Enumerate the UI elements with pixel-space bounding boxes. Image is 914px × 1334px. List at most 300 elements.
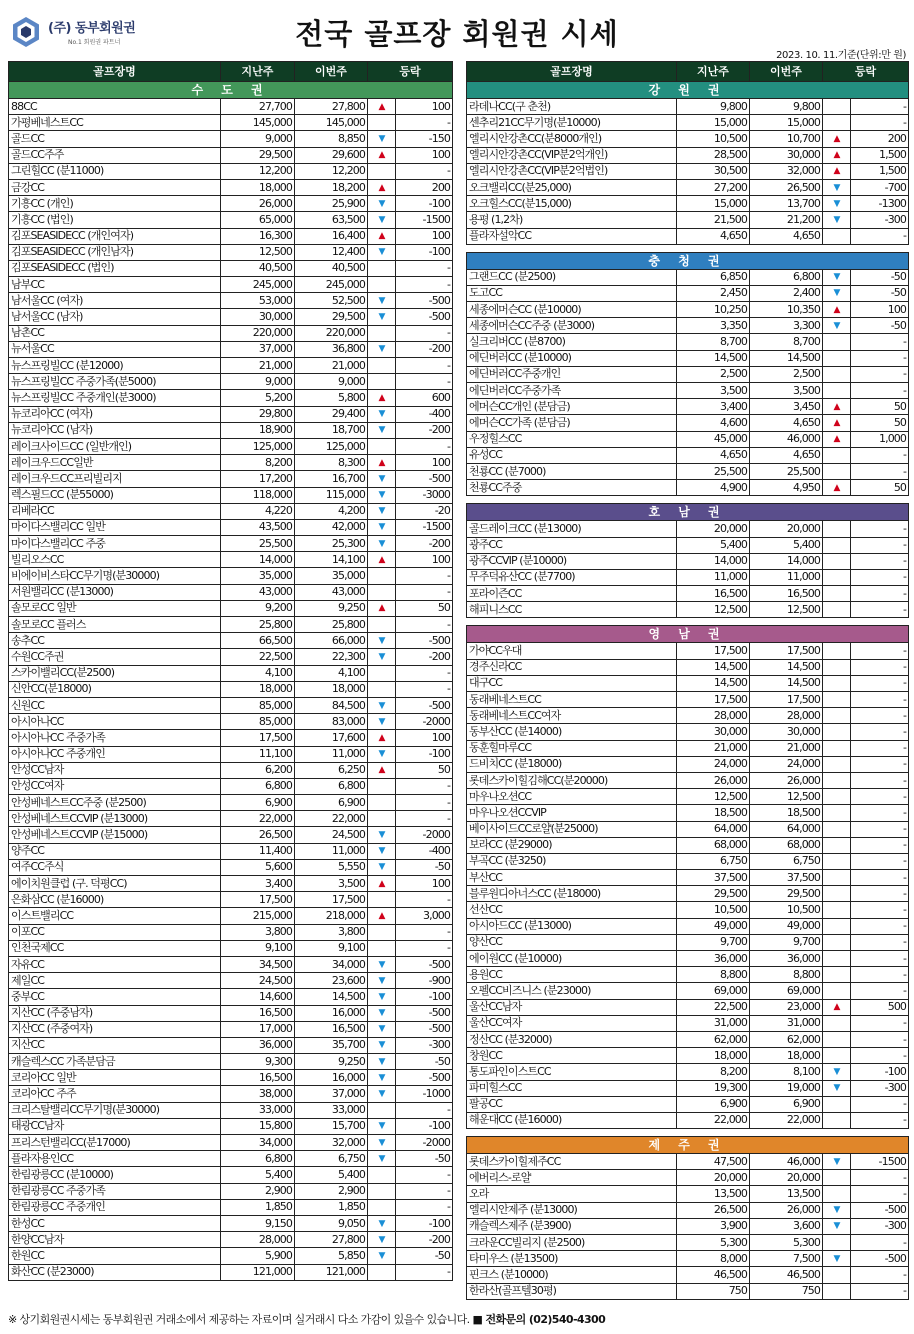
trend-down-icon: ▼ xyxy=(833,1205,840,1216)
table-row[interactable] xyxy=(9,924,453,940)
table-row[interactable] xyxy=(9,244,453,260)
table-row[interactable] xyxy=(467,569,909,585)
club-name: 골드레이크CC (분13000) xyxy=(467,521,677,537)
last-week-price: 18,000 xyxy=(221,179,295,195)
table-row[interactable] xyxy=(9,471,453,487)
last-week-price: 20,000 xyxy=(677,521,750,537)
trend-cell xyxy=(823,212,851,228)
table-row[interactable] xyxy=(9,1167,453,1183)
trend-down-icon: ▼ xyxy=(833,1066,840,1077)
table-row[interactable] xyxy=(467,179,909,195)
club-name: 신원CC xyxy=(9,697,221,713)
club-name: 광주CCVIP (분10000) xyxy=(467,553,677,569)
last-week-price: 25,800 xyxy=(221,617,295,633)
trend-down-icon: ▼ xyxy=(833,1083,840,1094)
price-change: -500 xyxy=(396,1005,453,1021)
price-change: - xyxy=(396,1183,453,1199)
price-change: - xyxy=(851,383,909,399)
price-change: -2000 xyxy=(396,827,453,843)
price-change: - xyxy=(851,1048,909,1064)
trend-up-icon: ▲ xyxy=(378,878,385,889)
table-row[interactable] xyxy=(467,740,909,756)
table-row[interactable] xyxy=(9,179,453,195)
price-change: -1500 xyxy=(396,212,453,228)
table-row[interactable] xyxy=(9,1232,453,1248)
table-row[interactable] xyxy=(9,1102,453,1118)
this-week-price: 2,900 xyxy=(295,1183,368,1199)
table-row[interactable] xyxy=(467,586,909,602)
table-row[interactable] xyxy=(467,399,909,415)
table-row[interactable] xyxy=(467,1048,909,1064)
trend-up-icon: ▲ xyxy=(833,417,840,428)
table-row[interactable] xyxy=(9,1005,453,1021)
table-row[interactable] xyxy=(467,853,909,869)
trend-cell xyxy=(368,277,396,293)
table-row[interactable] xyxy=(9,196,453,212)
table-row[interactable] xyxy=(9,277,453,293)
table-row[interactable] xyxy=(9,892,453,908)
last-week-price: 31,000 xyxy=(677,1015,750,1031)
this-week-price: 3,500 xyxy=(750,383,823,399)
table-row[interactable] xyxy=(467,918,909,934)
price-change: - xyxy=(851,740,909,756)
club-name: 비에이비스타CC무기명(분30000) xyxy=(9,568,221,584)
this-week-price: 16,500 xyxy=(750,586,823,602)
price-change: - xyxy=(851,805,909,821)
this-week-price: 10,350 xyxy=(750,302,823,318)
table-row[interactable] xyxy=(467,659,909,675)
table-row[interactable] xyxy=(9,1086,453,1102)
trend-down-icon: ▼ xyxy=(378,506,385,517)
last-week-price: 14,500 xyxy=(677,350,750,366)
price-table-right xyxy=(466,61,909,1300)
trend-cell xyxy=(823,918,851,934)
price-change: - xyxy=(851,821,909,837)
this-week-price: 4,650 xyxy=(750,447,823,463)
table-row[interactable] xyxy=(9,681,453,697)
trend-cell xyxy=(823,302,851,318)
trend-cell xyxy=(368,876,396,892)
table-row[interactable] xyxy=(9,260,453,276)
table-row[interactable] xyxy=(467,415,909,431)
club-name: 남촌CC xyxy=(9,325,221,341)
table-row[interactable] xyxy=(9,115,453,131)
trend-down-icon: ▼ xyxy=(378,522,385,533)
trend-cell xyxy=(368,989,396,1005)
table-row[interactable] xyxy=(9,762,453,778)
table-row[interactable] xyxy=(9,633,453,649)
table-row[interactable] xyxy=(467,228,909,244)
table-row[interactable] xyxy=(467,934,909,950)
table-row[interactable] xyxy=(467,675,909,691)
this-week-price: 30,000 xyxy=(750,147,823,163)
table-row[interactable] xyxy=(9,358,453,374)
table-row[interactable] xyxy=(9,536,453,552)
this-week-price: 25,900 xyxy=(295,196,368,212)
price-change: - xyxy=(396,940,453,956)
table-row[interactable] xyxy=(9,1199,453,1215)
this-week-price: 6,750 xyxy=(295,1151,368,1167)
table-row[interactable] xyxy=(9,697,453,713)
this-week-price: 12,500 xyxy=(750,789,823,805)
club-name: 플라자설악CC xyxy=(467,228,677,244)
price-change: -20 xyxy=(396,503,453,519)
trend-down-icon: ▼ xyxy=(378,749,385,760)
this-week-price: 21,200 xyxy=(750,212,823,228)
trend-up-icon: ▲ xyxy=(378,101,385,112)
price-change: - xyxy=(396,163,453,179)
price-change: - xyxy=(851,870,909,886)
last-week-price: 29,500 xyxy=(221,147,295,163)
trend-up-icon: ▲ xyxy=(378,457,385,468)
table-row[interactable] xyxy=(9,617,453,633)
trend-cell xyxy=(823,1283,851,1299)
last-week-price: 4,220 xyxy=(221,503,295,519)
price-change: -500 xyxy=(851,1202,909,1218)
gap-cell xyxy=(467,1129,909,1137)
table-row[interactable] xyxy=(467,269,909,285)
last-week-price: 27,700 xyxy=(221,99,295,115)
this-week-price: 5,300 xyxy=(750,1235,823,1251)
price-change: 1,000 xyxy=(851,431,909,447)
this-week-price: 26,000 xyxy=(750,772,823,788)
table-row[interactable] xyxy=(467,447,909,463)
club-name: 여주CC주식 xyxy=(9,859,221,875)
club-name: 코리아CC 일반 xyxy=(9,1070,221,1086)
table-row[interactable] xyxy=(467,334,909,350)
table-row[interactable] xyxy=(467,951,909,967)
trend-cell xyxy=(368,859,396,875)
club-name: 오크밸리CC(분25,000) xyxy=(467,179,677,195)
last-week-price: 64,000 xyxy=(677,821,750,837)
table-row[interactable] xyxy=(467,967,909,983)
table-row[interactable] xyxy=(467,821,909,837)
table-row[interactable] xyxy=(467,1186,909,1202)
table-row[interactable] xyxy=(9,374,453,390)
table-row[interactable] xyxy=(467,285,909,301)
this-week-price: 15,000 xyxy=(750,115,823,131)
this-week-price: 3,600 xyxy=(750,1218,823,1234)
trend-cell xyxy=(823,147,851,163)
table-row[interactable] xyxy=(9,1264,453,1280)
table-row[interactable] xyxy=(467,1080,909,1096)
trend-cell xyxy=(823,99,851,115)
table-row[interactable] xyxy=(9,487,453,503)
club-name: 안성베네스트CCVIP (분13000) xyxy=(9,811,221,827)
club-name: 기흥CC (법인) xyxy=(9,212,221,228)
table-row[interactable] xyxy=(9,1135,453,1151)
table-row[interactable] xyxy=(9,989,453,1005)
price-change: - xyxy=(396,665,453,681)
table-row[interactable] xyxy=(467,163,909,179)
table-row[interactable] xyxy=(9,147,453,163)
table-row[interactable] xyxy=(9,811,453,827)
club-name: 지산CC (주중여자) xyxy=(9,1021,221,1037)
table-row[interactable] xyxy=(467,366,909,382)
table-row[interactable] xyxy=(9,827,453,843)
club-name: 태광CC남자 xyxy=(9,1118,221,1134)
table-row[interactable] xyxy=(9,99,453,115)
price-change: -1500 xyxy=(851,1154,909,1170)
trend-cell xyxy=(368,762,396,778)
table-row[interactable] xyxy=(9,1070,453,1086)
this-week-price: 33,000 xyxy=(295,1102,368,1118)
trend-cell xyxy=(368,1151,396,1167)
table-row[interactable] xyxy=(467,318,909,334)
table-row[interactable] xyxy=(467,692,909,708)
table-row[interactable] xyxy=(9,390,453,406)
table-row[interactable] xyxy=(467,1064,909,1080)
table-row[interactable] xyxy=(9,131,453,147)
this-week-price: 37,500 xyxy=(750,870,823,886)
table-row[interactable] xyxy=(9,406,453,422)
table-row[interactable] xyxy=(9,940,453,956)
this-week-price: 63,500 xyxy=(295,212,368,228)
table-row[interactable] xyxy=(9,665,453,681)
this-week-price: 52,500 xyxy=(295,293,368,309)
table-row[interactable] xyxy=(467,902,909,918)
last-week-price: 21,000 xyxy=(221,358,295,374)
table-row[interactable] xyxy=(9,956,453,972)
this-week-price: 115,000 xyxy=(295,487,368,503)
club-name: 안성베네스트CC주중 (분2500) xyxy=(9,795,221,811)
this-week-price: 14,500 xyxy=(295,989,368,1005)
table-row[interactable] xyxy=(9,746,453,762)
table-row[interactable] xyxy=(9,422,453,438)
region-header xyxy=(467,504,909,521)
club-name: 뉴스프링빌CC 주중가족(분5000) xyxy=(9,374,221,390)
trend-cell xyxy=(823,179,851,195)
trend-cell xyxy=(368,115,396,131)
table-row[interactable] xyxy=(467,521,909,537)
table-row[interactable] xyxy=(9,795,453,811)
price-change: - xyxy=(851,853,909,869)
table-row[interactable] xyxy=(9,552,453,568)
table-row[interactable] xyxy=(467,115,909,131)
last-week-price: 43,000 xyxy=(221,584,295,600)
trend-cell xyxy=(823,1218,851,1234)
table-row[interactable] xyxy=(9,1118,453,1134)
last-week-price: 22,500 xyxy=(677,999,750,1015)
last-week-price: 8,700 xyxy=(677,334,750,350)
club-name: 플라자용인CC xyxy=(9,1151,221,1167)
table-row[interactable] xyxy=(9,600,453,616)
table-row[interactable] xyxy=(467,886,909,902)
table-row[interactable] xyxy=(467,99,909,115)
club-name: 에딘버러CC (분10000) xyxy=(467,350,677,366)
trend-down-icon: ▼ xyxy=(833,182,840,193)
price-change: -50 xyxy=(396,859,453,875)
club-name: 천룡CC (분7000) xyxy=(467,463,677,479)
table-row[interactable] xyxy=(467,383,909,399)
trend-up-icon: ▲ xyxy=(833,150,840,161)
trend-cell xyxy=(823,756,851,772)
table-row[interactable] xyxy=(467,147,909,163)
table-row[interactable] xyxy=(9,325,453,341)
table-row[interactable] xyxy=(467,1267,909,1283)
price-change: -900 xyxy=(396,973,453,989)
trend-cell xyxy=(368,341,396,357)
table-row[interactable] xyxy=(467,1096,909,1112)
table-row[interactable] xyxy=(467,756,909,772)
table-row[interactable] xyxy=(9,1248,453,1264)
table-row[interactable] xyxy=(467,1235,909,1251)
table-row[interactable] xyxy=(9,908,453,924)
table-row[interactable] xyxy=(9,1054,453,1070)
trend-cell xyxy=(368,471,396,487)
club-name: 라데나CC(구 춘천) xyxy=(467,99,677,115)
price-change: - xyxy=(396,617,453,633)
last-week-price: 9,000 xyxy=(221,131,295,147)
table-row[interactable] xyxy=(467,1251,909,1267)
price-change: 1,500 xyxy=(851,147,909,163)
price-change: - xyxy=(396,438,453,454)
logo-name: (주) 동부회원권 xyxy=(48,21,136,36)
table-row[interactable] xyxy=(467,837,909,853)
table-row[interactable] xyxy=(9,973,453,989)
table-row[interactable] xyxy=(9,778,453,794)
price-change: - xyxy=(396,795,453,811)
price-change: -700 xyxy=(851,179,909,195)
last-week-price: 3,350 xyxy=(677,318,750,334)
club-name: 크리스탈밸리CC무기명(분30000) xyxy=(9,1102,221,1118)
table-row[interactable] xyxy=(9,519,453,535)
price-change: -200 xyxy=(396,422,453,438)
club-name: 한성CC xyxy=(9,1215,221,1231)
table-row[interactable] xyxy=(467,643,909,659)
this-week-price: 4,100 xyxy=(295,665,368,681)
table-row[interactable] xyxy=(467,537,909,553)
this-week-price: 42,000 xyxy=(295,519,368,535)
table-row[interactable] xyxy=(9,228,453,244)
price-change: - xyxy=(396,260,453,276)
table-row[interactable] xyxy=(9,438,453,454)
price-change: -2000 xyxy=(396,1135,453,1151)
table-row[interactable] xyxy=(467,870,909,886)
this-week-price: 4,650 xyxy=(750,228,823,244)
table-row[interactable] xyxy=(467,708,909,724)
table-row[interactable] xyxy=(9,455,453,471)
trend-cell xyxy=(368,1248,396,1264)
table-row[interactable] xyxy=(9,730,453,746)
table-row[interactable] xyxy=(9,503,453,519)
table-row[interactable] xyxy=(467,999,909,1015)
price-change: - xyxy=(851,602,909,618)
this-week-price: 36,800 xyxy=(295,341,368,357)
table-row[interactable] xyxy=(467,1170,909,1186)
table-row[interactable] xyxy=(467,196,909,212)
table-row[interactable] xyxy=(9,163,453,179)
club-name: 오펠CC비즈니스 (분23000) xyxy=(467,983,677,999)
price-change: - xyxy=(851,951,909,967)
table-row[interactable] xyxy=(9,568,453,584)
table-row[interactable] xyxy=(467,1112,909,1128)
last-week-price: 121,000 xyxy=(221,1264,295,1280)
club-name: 뉴코리아CC (남자) xyxy=(9,422,221,438)
table-row[interactable] xyxy=(467,212,909,228)
last-week-price: 4,650 xyxy=(677,447,750,463)
table-row[interactable] xyxy=(467,1015,909,1031)
table-row[interactable] xyxy=(467,1154,909,1170)
this-week-price: 43,000 xyxy=(295,584,368,600)
table-row[interactable] xyxy=(9,843,453,859)
table-row[interactable] xyxy=(467,983,909,999)
table-row[interactable] xyxy=(467,1283,909,1299)
club-name: 지산CC (주중남자) xyxy=(9,1005,221,1021)
this-week-price: 18,200 xyxy=(295,179,368,195)
table-row[interactable] xyxy=(9,1183,453,1199)
table-row[interactable] xyxy=(467,1218,909,1234)
price-change: -100 xyxy=(396,746,453,762)
trend-down-icon: ▼ xyxy=(378,1153,385,1164)
table-row[interactable] xyxy=(9,293,453,309)
club-name: 레이크우드CC일반 xyxy=(9,455,221,471)
last-week-price: 85,000 xyxy=(221,714,295,730)
table-row[interactable] xyxy=(9,1151,453,1167)
contact-phone[interactable]: ■ 전화문의 (02)540-4300 xyxy=(472,1313,606,1326)
club-name: 제일CC xyxy=(9,973,221,989)
table-row[interactable] xyxy=(467,602,909,618)
last-week-price: 145,000 xyxy=(221,115,295,131)
table-row[interactable] xyxy=(9,1215,453,1231)
table-row[interactable] xyxy=(9,1021,453,1037)
table-row[interactable] xyxy=(9,714,453,730)
trend-cell xyxy=(368,940,396,956)
this-week-price: 8,850 xyxy=(295,131,368,147)
table-row[interactable] xyxy=(9,859,453,875)
trend-cell xyxy=(823,350,851,366)
table-row[interactable] xyxy=(9,584,453,600)
price-change: -50 xyxy=(851,318,909,334)
table-row[interactable] xyxy=(9,212,453,228)
price-change: 100 xyxy=(396,730,453,746)
table-row[interactable] xyxy=(467,724,909,740)
price-change: -200 xyxy=(396,536,453,552)
price-change: 100 xyxy=(396,552,453,568)
table-row[interactable] xyxy=(467,302,909,318)
table-row[interactable] xyxy=(9,876,453,892)
table-row[interactable] xyxy=(467,1031,909,1047)
table-row[interactable] xyxy=(467,431,909,447)
trend-cell xyxy=(823,1031,851,1047)
table-row[interactable] xyxy=(9,1037,453,1053)
club-name: 골드CC주주 xyxy=(9,147,221,163)
page-title: 전국 골프장 회원권 시세 xyxy=(295,17,619,51)
last-week-price: 40,500 xyxy=(221,260,295,276)
table-row[interactable] xyxy=(9,309,453,325)
last-week-price: 9,100 xyxy=(221,940,295,956)
table-row[interactable] xyxy=(467,463,909,479)
table-row[interactable] xyxy=(467,480,909,496)
table-row[interactable] xyxy=(467,131,909,147)
trend-cell xyxy=(368,649,396,665)
table-row[interactable] xyxy=(467,350,909,366)
last-week-price: 28,000 xyxy=(677,708,750,724)
price-change: 50 xyxy=(851,399,909,415)
trend-up-icon: ▲ xyxy=(833,304,840,315)
last-week-price: 43,500 xyxy=(221,519,295,535)
this-week-price: 9,100 xyxy=(295,940,368,956)
club-name: 천룡CC주중 xyxy=(467,480,677,496)
table-row[interactable] xyxy=(467,553,909,569)
table-row[interactable] xyxy=(9,649,453,665)
this-week-price: 6,800 xyxy=(295,778,368,794)
table-row[interactable] xyxy=(467,789,909,805)
table-row[interactable] xyxy=(9,341,453,357)
table-row[interactable] xyxy=(467,805,909,821)
table-row[interactable] xyxy=(467,772,909,788)
table-row[interactable] xyxy=(467,1202,909,1218)
